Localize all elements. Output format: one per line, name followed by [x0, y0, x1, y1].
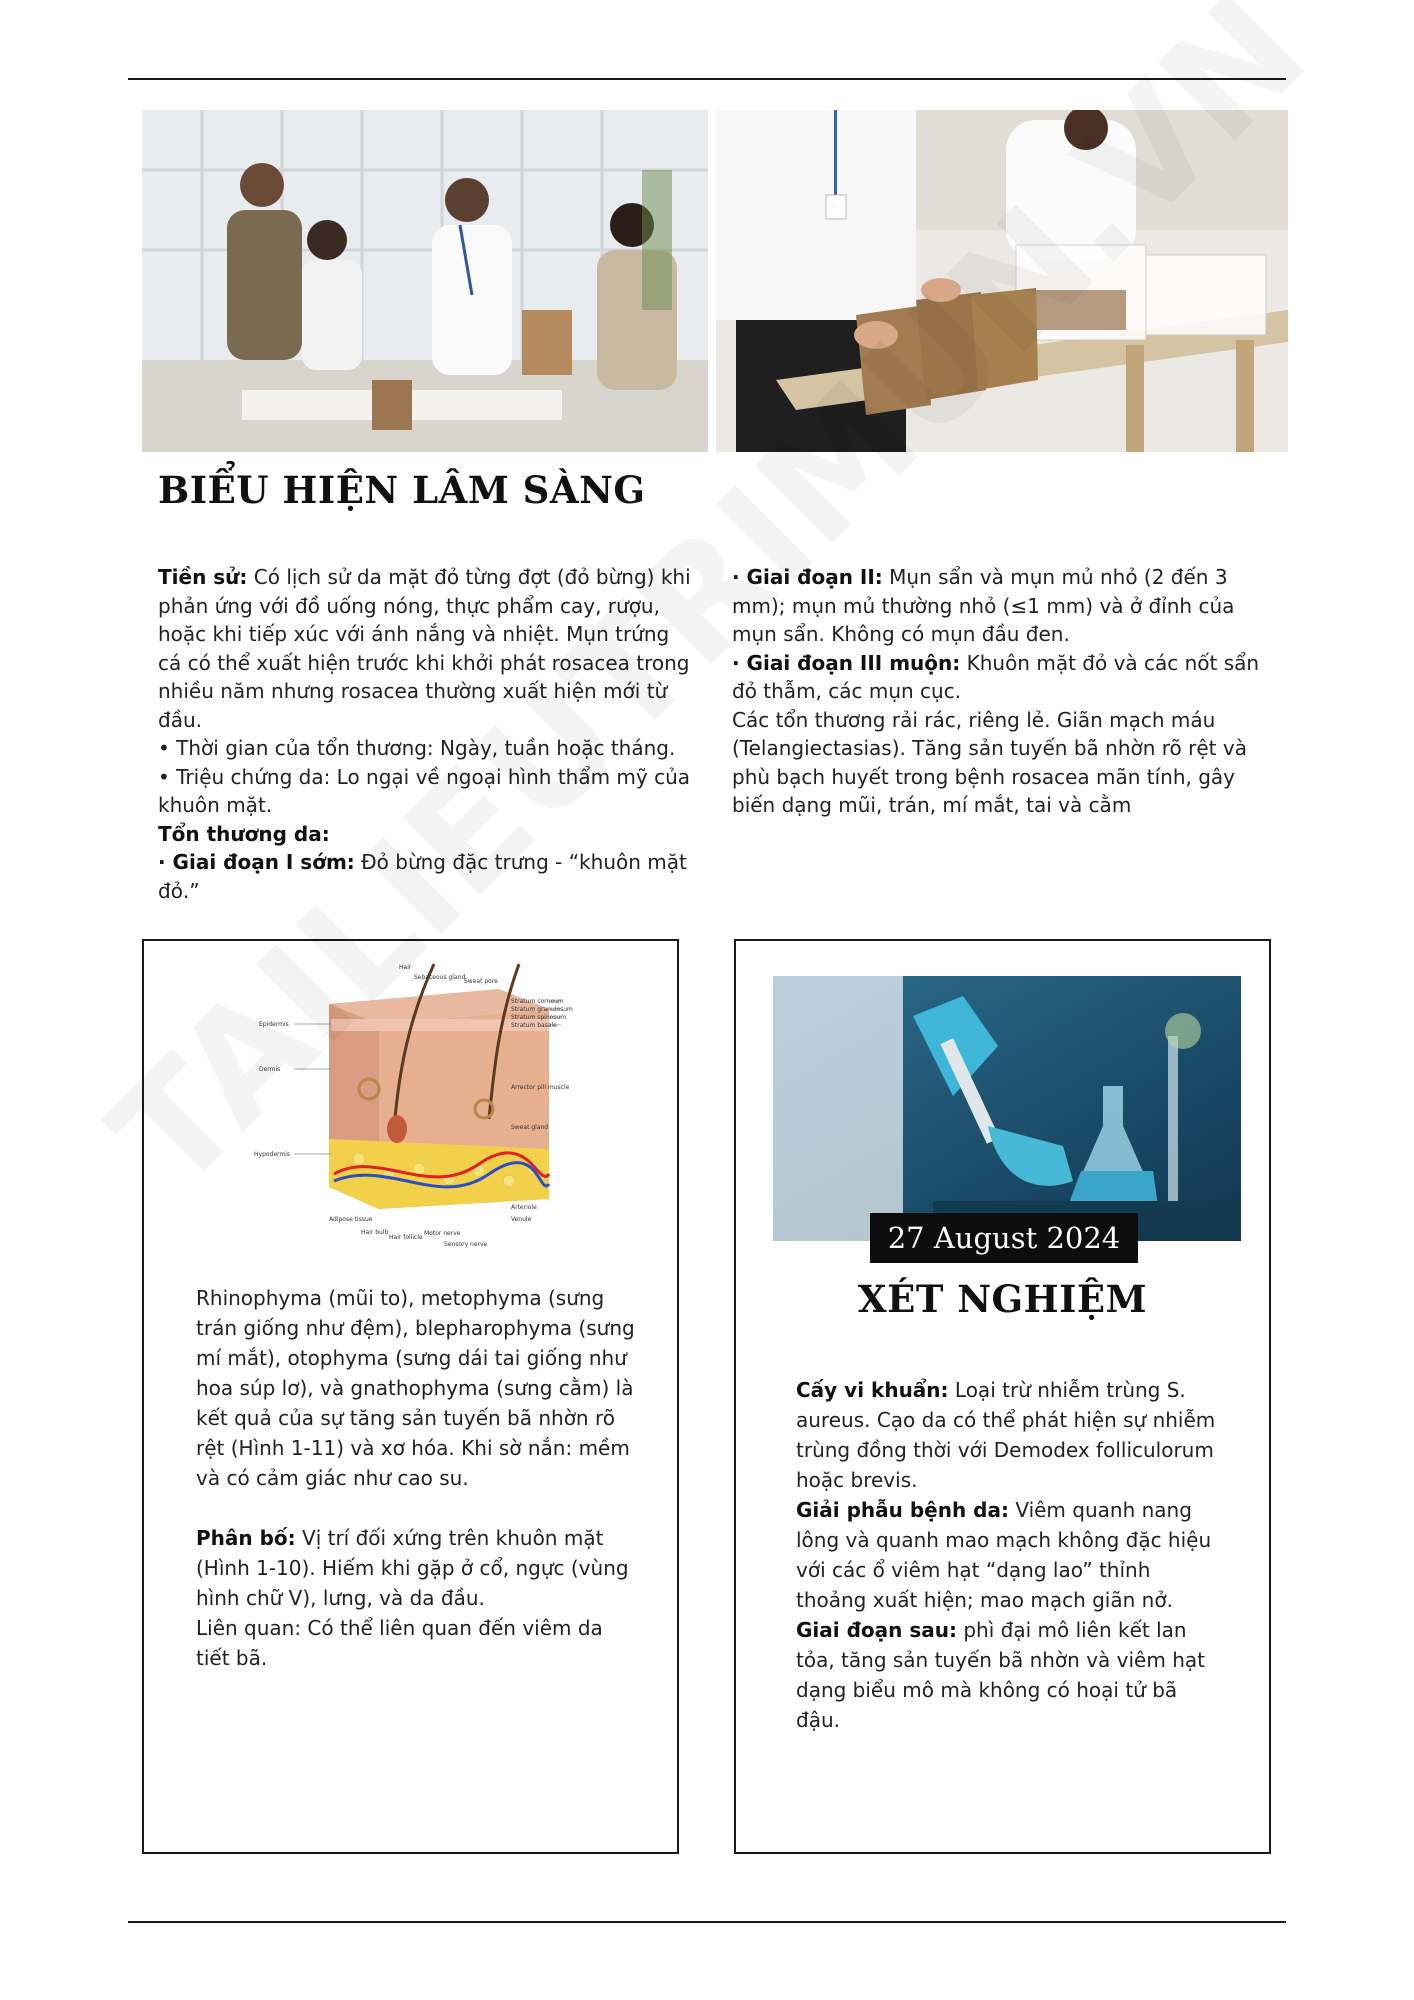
phyma-box	[142, 939, 679, 1854]
label-sweat-pore: Sweat pore	[464, 978, 498, 985]
label-motor-nerve: Motor nerve	[424, 1230, 461, 1237]
section-heading: BIỂU HIỆN LÂM SÀNG	[158, 468, 646, 512]
label-sensory-nerve: Sensory nerve	[444, 1241, 488, 1248]
stage1-label: · Giai đoạn I sớm:	[158, 850, 355, 874]
phyma-text-block	[196, 1283, 636, 1673]
distribution-text: Vị trí đối xứng trên khuôn mặt (Hình 1-10). Hiếm khi gặp ở cổ, ngực (vùng hình chữ V), lưng, và da đầu.	[196, 1526, 629, 1610]
lesion-duration: • Thời gian của tổn thương: Ngày, tuần hoặc tháng.	[158, 736, 676, 760]
label-epidermis: Epidermis	[259, 1021, 289, 1028]
stage1-text: Đỏ bừng đặc trưng - “khuôn mặt đỏ.”	[158, 850, 687, 903]
lesion-description: Các tổn thương rải rác, riêng lẻ. Giãn mạch máu (Telangiectasias). Tăng sản tuyến bã nhờn rõ rệt và phù bạch huyết trong bệnh rosacea mãn tính, gây biến dạng mũi, trán, mí mắt, tai và cằm	[732, 707, 1247, 817]
label-hair-follicle: Hair follicle	[389, 1234, 423, 1241]
label-hair: Hair	[399, 964, 412, 971]
tests-heading: XÉT NGHIỆM	[857, 1277, 1148, 1321]
later-stage-label: Giai đoạn sau:	[796, 1618, 957, 1642]
label-spinosum: Stratum spinosum	[511, 1014, 567, 1021]
label-corneum: Stratum corneum	[511, 998, 564, 1005]
history-label: Tiền sử:	[158, 565, 248, 589]
tests-box	[734, 939, 1271, 1854]
label-basale: Stratum basale	[511, 1022, 557, 1029]
stage3-text: Khuôn mặt đỏ và các nốt sẩn đỏ thẫm, các mụn cục.	[732, 650, 1260, 703]
related-text: Liên quan: Có thể liên quan đến viêm da tiết bã.	[196, 1616, 603, 1670]
tests-text-block	[796, 1375, 1226, 1735]
lesions-label: Tổn thương da:	[158, 821, 330, 846]
culture-text: Loại trừ nhiễm trùng S. aureus. Cạo da có thể phát hiện sự nhiễm trùng đồng thời với Demodex folliculorum hoặc brevis.	[796, 1378, 1216, 1492]
label-arrector: Arrector pili muscle	[511, 1084, 570, 1091]
pathology-text: Viêm quanh nang lông và quanh mao mạch không đặc hiệu với các ổ viêm hạt “dạng lao” thỉnh thoảng xuất hiện; mao mạch giãn nở.	[796, 1498, 1212, 1612]
stage2-label: · Giai đoạn II:	[732, 565, 883, 589]
later-stage-text: phì đại mô liên kết lan tỏa, tăng sản tuyến bã nhờn và viêm hạt dạng biểu mô mà không có hoại tử bã đậu.	[796, 1618, 1205, 1732]
label-arteriole: Arteriole	[511, 1204, 537, 1211]
top-rule	[128, 78, 1286, 80]
history-text: Có lịch sử da mặt đỏ từng đợt (đỏ bừng) khi phản ứng với đồ uống nóng, thực phẩm cay, rượu, hoặc khi tiếp xúc với ánh nắng và nhiệt. Mụn trứng cá có thể xuất hiện trước khi khởi phát rosacea trong nhiều năm nhưng rosacea thường xuất hiện mới từ đầu.	[158, 565, 691, 732]
label-dermis: Dermis	[259, 1066, 281, 1073]
volunteers-photo-left	[142, 110, 708, 452]
phyma-description: Rhinophyma (mũi to), metophyma (sưng trán giống như đệm), blepharophyma (sưng mí mắt), otophyma (sưng dái tai giống như hoa súp lơ), và gnathophyma (sưng cằm) là kết quả của sự tăng sản tuyến bã nhờn rõ rệt (Hình 1-11) và xơ hóa. Khi sờ nắn: mềm và có cảm giác như cao su.	[196, 1286, 635, 1490]
pathology-label: Giải phẫu bệnh da:	[796, 1498, 1009, 1522]
label-hypodermis: Hypodermis	[254, 1151, 291, 1158]
label-venule: Venule	[511, 1216, 532, 1223]
label-adipose: Adipose tissue	[329, 1216, 373, 1223]
laboratory-photo	[773, 976, 1241, 1241]
label-sebaceous: Sebaceous gland	[414, 974, 466, 981]
label-sweat-gland: Sweat gland	[511, 1124, 549, 1131]
label-hair-bulb: Hair bulb	[361, 1229, 389, 1236]
bottom-rule	[128, 1921, 1286, 1923]
culture-label: Cấy vi khuẩn:	[796, 1378, 949, 1402]
distribution-label: Phân bố:	[196, 1526, 296, 1550]
date-badge: 27 August 2024	[870, 1213, 1138, 1263]
clinical-right-column	[732, 563, 1272, 820]
skin-anatomy-diagram	[249, 959, 579, 1264]
label-granulosum: Stratum granulosum	[511, 1006, 573, 1013]
stage2-text: Mụn sẩn và mụn mủ nhỏ (2 đến 3 mm); mụn mủ thường nhỏ (≤1 mm) và ở đỉnh của mụn sẩn. Không có mụn đầu đen.	[732, 565, 1235, 646]
clinical-left-column	[158, 563, 698, 905]
stage3-label: · Giai đoạn III muộn:	[732, 650, 961, 675]
volunteers-photo-right	[716, 110, 1288, 452]
skin-symptoms: • Triệu chứng da: Lo ngại về ngoại hình thẩm mỹ của khuôn mặt.	[158, 764, 691, 817]
